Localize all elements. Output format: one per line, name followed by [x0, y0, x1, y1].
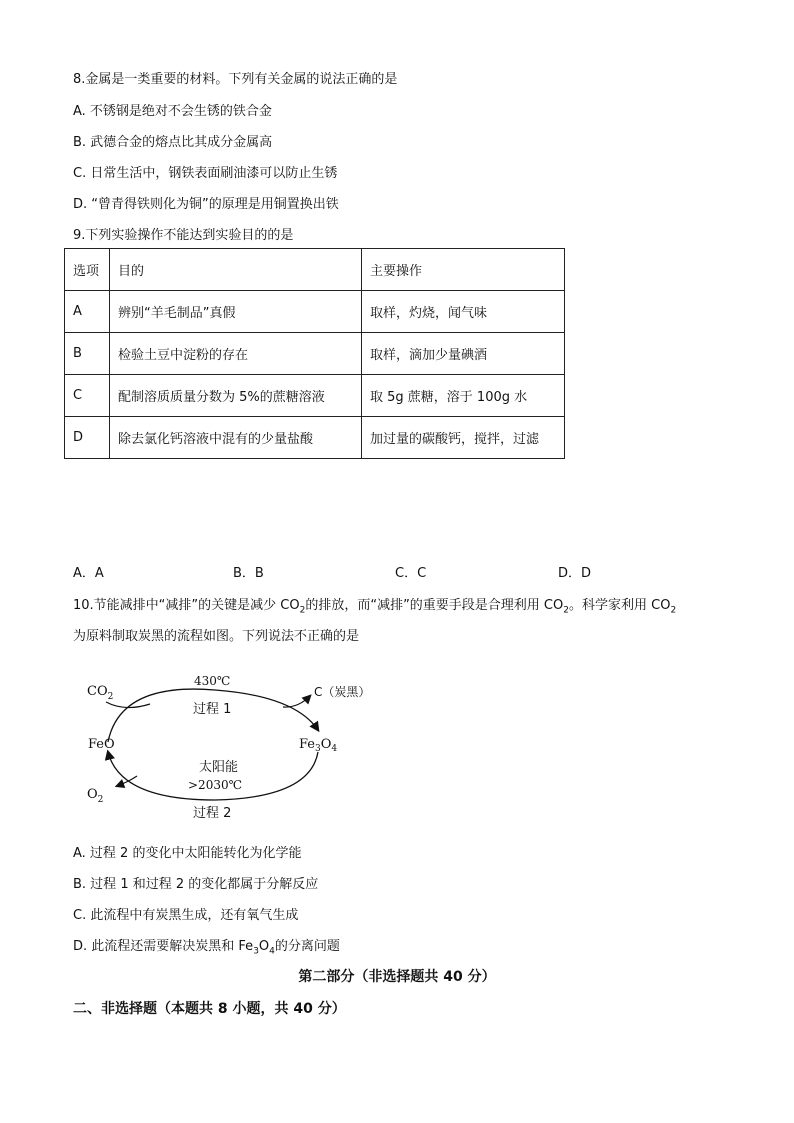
- q9-answer-d: D．D: [558, 566, 592, 581]
- q10-option-b: B. 过程 1 和过程 2 的变化都属于分解反应: [73, 877, 319, 892]
- q8-option-a: A. 不锈钢是绝对不会生锈的铁合金: [73, 104, 272, 119]
- solar-label: 太阳能: [199, 760, 239, 775]
- table-cell: C: [65, 375, 110, 417]
- q8-option-d: D. “曾青得铁则化为铜”的原理是用铜置换出铁: [73, 197, 339, 212]
- q9-answer-a: A．A: [73, 566, 104, 581]
- q10-option-c: C. 此流程中有炭黑生成，还有氧气生成: [73, 908, 299, 923]
- q10-option-a: A. 过程 2 的变化中太阳能转化为化学能: [73, 846, 302, 861]
- table-cell: 辨别“羊毛制品”真假: [110, 291, 362, 333]
- table-cell: 检验土豆中淀粉的存在: [110, 333, 362, 375]
- q8-stem: 8.金属是一类重要的材料。下列有关金属的说法正确的是: [73, 72, 398, 87]
- q9-answer-c: C．C: [395, 566, 427, 581]
- table-cell: 除去氯化钙溶液中混有的少量盐酸: [110, 417, 362, 459]
- q9-stem: 9.下列实验操作不能达到实验目的的是: [73, 228, 294, 243]
- table-header: 目的: [110, 249, 362, 291]
- q10-stem-line1: 10.节能减排中“减排”的关键是减少 $CO_2$的排放，而“减排”的重要手段是合理利用 $CO_2$。科学家利用 $CO_2$: [73, 598, 677, 616]
- fe3o4-label: $Fe_3O_4$: [299, 737, 338, 754]
- table-cell: D: [65, 417, 110, 459]
- table-cell: B: [65, 333, 110, 375]
- table-header: 选项: [65, 249, 110, 291]
- table-cell: 加过量的碳酸钙，搅拌，过滤: [362, 417, 565, 459]
- q8-option-c: C. 日常生活中，钢铁表面刷油漆可以防止生锈: [73, 166, 338, 181]
- temp1-label: 430℃: [194, 674, 231, 688]
- q8-option-b: B. 武德合金的熔点比其成分金属高: [73, 135, 273, 150]
- feo-label: FeO: [88, 737, 115, 752]
- carbon-label: C（炭黑）: [314, 685, 371, 699]
- part2-section-heading: 二、非选择题（本题共 8 小题，共 40 分）: [73, 1001, 346, 1017]
- temp2-label: >2030℃: [188, 778, 243, 792]
- table-cell: 取样，灼烧，闻气味: [362, 291, 565, 333]
- table-header: 主要操作: [362, 249, 565, 291]
- q10-stem-line2: 为原料制取炭黑的流程如图。下列说法不正确的是: [73, 629, 360, 644]
- table-cell: 取样，滴加少量碘酒: [362, 333, 565, 375]
- q9-answer-b: B．B: [233, 566, 264, 581]
- process2-label: 过程 2: [193, 806, 232, 821]
- table-cell: A: [65, 291, 110, 333]
- part2-title: 第二部分（非选择题共 40 分）: [298, 969, 496, 985]
- co2-label: $CO_2$: [87, 684, 114, 702]
- process1-label: 过程 1: [193, 702, 232, 717]
- q10-option-d: D. 此流程还需要解决炭黑和 $Fe_3O_4$的分离问题: [73, 939, 340, 957]
- table-cell: 配制溶质质量分数为 5%的蔗糖溶液: [110, 375, 362, 417]
- o2-label: $O_2$: [87, 787, 104, 805]
- table-cell: 取 5g 蔗糖，溶于 100g 水: [362, 375, 565, 417]
